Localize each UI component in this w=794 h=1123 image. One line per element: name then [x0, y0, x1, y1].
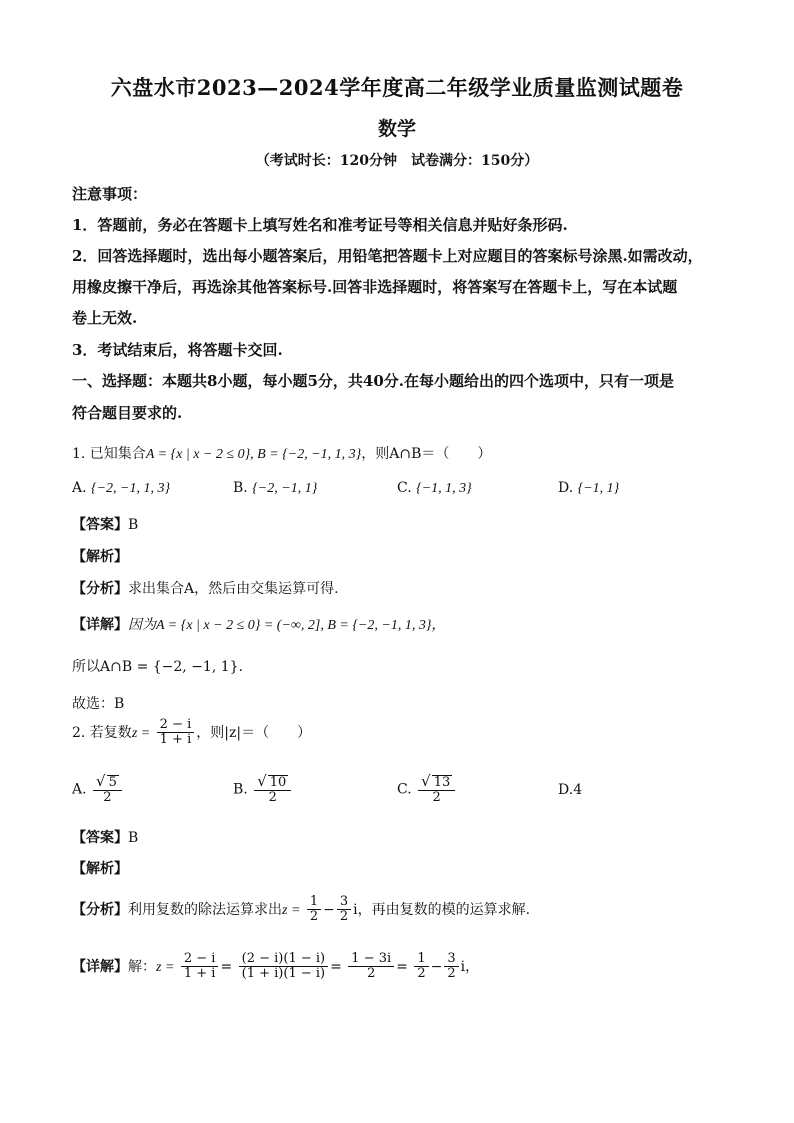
- q2-option-a: A. $\frac{√ 5}{2}$: [72, 773, 124, 806]
- exam-title: 六盘水市2023—2024学年度高二年级学业质量监测试题卷: [110, 75, 684, 100]
- question-2-stem: 2. 若复数z = $\frac{2 - i}{1 + i}$ ，则|z|＝（ ）: [72, 717, 312, 748]
- question-1-stem: [72, 443, 491, 463]
- notice-item: 卷上无效.: [72, 309, 138, 327]
- q1-sets: A = {x | x − 2 ≤ 0}, B = {−2, −1, 1, 3}: [145, 447, 362, 462]
- q1-choice: 故选：B: [72, 696, 125, 712]
- fraction: $\frac{2 - i}{1 + i}$: [157, 718, 195, 748]
- q1-analysis-tag: 【解析】: [72, 549, 128, 565]
- exam-meta: （考试时长：120分钟 试卷满分：150分）: [255, 153, 539, 169]
- q2-option-d: D.4: [558, 782, 583, 798]
- q1-answer: 【答案】B: [72, 517, 139, 533]
- q1-prefix: 1. 已知集合: [72, 446, 146, 462]
- notice-item: 3．考试结束后，将答题卡交回.: [72, 341, 283, 359]
- section-heading-cont: 符合题目要求的.: [72, 404, 183, 422]
- q1-conclusion: 所以A∩B = {−2, −1, 1}.: [72, 659, 244, 675]
- q1-option-b: B. {−2, −1, 1}: [233, 480, 318, 496]
- q1-option-d: D. {−1, 1}: [558, 480, 620, 496]
- notice-item: 用橡皮擦干净后，再选涂其他答案标号.回答非选择题时，将答案写在答题卡上，写在本试题: [72, 278, 678, 296]
- section-heading: 一、选择题：本题共8小题，每小题5分，共40分.在每小题给出的四个选项中，只有一项是: [72, 372, 674, 390]
- q1-detail: 【详解】因为A = {x | x − 2 ≤ 0} = (−∞, 2], B = {−2, −1, 1, 3}，: [72, 617, 446, 633]
- q2-option-c: C. $\frac{√ 13}{2}$: [397, 773, 457, 806]
- subject-title: 数学: [377, 118, 416, 140]
- q1-suffix: ，则A∩B＝（ ）: [361, 446, 492, 462]
- q2-answer: 【答案】B: [72, 830, 139, 846]
- notice-item: 2．回答选择题时，选出每小题答案后，用铅笔把答题卡上对应题目的答案标号涂黑.如需改动，: [72, 247, 703, 265]
- q1-option-a: A. {−2, −1, 1, 3}: [72, 480, 171, 496]
- q2-option-b: B. $\frac{√ 10}{2}$: [233, 773, 293, 806]
- notice-heading: 注意事项：: [72, 185, 148, 203]
- q2-analysis-tag: 【解析】: [72, 861, 128, 877]
- q2-detail: 【详解】解：z = $\frac{2 - i}{1 + i}$ = $\frac{(2 - i)(1 - i)}{(1 + i)(1 - i)}$ = $\frac{1 - 3i}{2}$ = $\frac{1}{2}$ − $\frac{3}{2}$ i，: [72, 951, 480, 982]
- q1-fenxi: 【分析】求出集合A，然后由交集运算可得.: [72, 581, 339, 597]
- notice-item: 1．答题前，务必在答题卡上填写姓名和准考证号等相关信息并贴好条形码.: [72, 216, 568, 234]
- q2-fenxi: 【分析】利用复数的除法运算求出z = $\frac{1}{2}$ − $\frac{3}{2}$ i，再由复数的模的运算求解.: [72, 894, 531, 925]
- q1-option-c: C. {−1, 1, 3}: [397, 480, 472, 496]
